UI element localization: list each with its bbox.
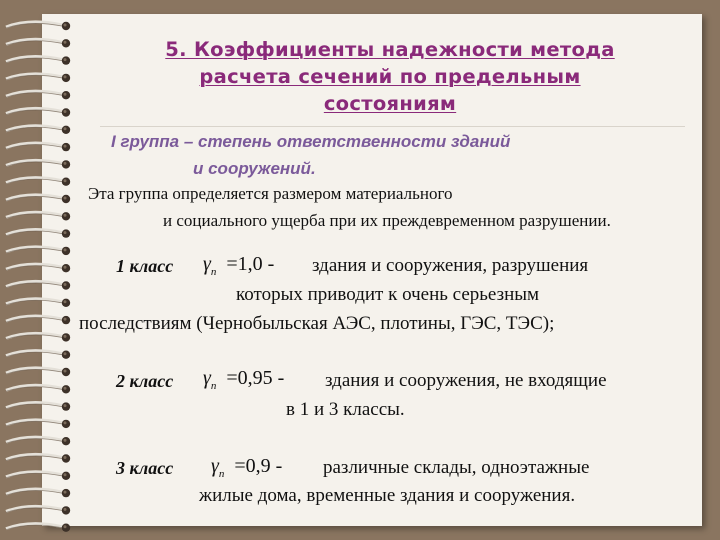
- gamma-symbol: γ: [203, 253, 211, 275]
- spiral-binding-icon: [0, 0, 80, 540]
- title-line-2: расчета сечений по предельным: [199, 65, 581, 88]
- slide-title: [100, 36, 680, 117]
- class-2-text-line-1: здания и сооружения, не входящие: [325, 370, 607, 391]
- group-heading: [111, 128, 510, 182]
- class-3-text-line-2: жилые дома, временные здания и сооружения.: [199, 485, 576, 506]
- group-heading-line-2: и сооружений.: [193, 159, 316, 178]
- group-heading-line-1: I группа – степень ответственности зданий: [111, 132, 511, 151]
- class-1-coefficient: =1,0 -: [226, 253, 275, 275]
- class-1-formula: [203, 253, 274, 278]
- class-3-text-line-1: различные склады, одноэтажные: [323, 457, 590, 478]
- class-2-formula: [203, 367, 284, 392]
- class-3-coefficient: =0,9 -: [234, 455, 283, 477]
- class-1-text-line-2: которых приводит к очень серьезным: [236, 284, 540, 305]
- group-description-line-1: Эта группа определяется размером материального: [88, 184, 453, 203]
- class-3-formula: [211, 455, 282, 480]
- class-2-coefficient: =0,95 -: [226, 367, 285, 389]
- gamma-symbol: γ: [211, 455, 219, 477]
- gamma-subscript: n: [210, 380, 217, 392]
- class-1-text-line-3: последствиям (Чернобыльская АЭС, плотины, ГЭС, ТЭС);: [79, 313, 555, 334]
- class-2-text-line-2: в 1 и 3 классы.: [286, 399, 405, 420]
- class-2-label: 2 класс: [116, 371, 174, 391]
- title-line-3: состояниям: [323, 92, 457, 115]
- group-description-line-2: и социального ущерба при их преждевременном разрушении.: [163, 211, 611, 230]
- title-line-1: 5. Коэффициенты надежности метода: [165, 38, 615, 61]
- gamma-subscript: n: [210, 266, 217, 278]
- title-divider: [100, 126, 685, 127]
- gamma-subscript: n: [218, 468, 225, 480]
- gamma-symbol: γ: [203, 367, 211, 389]
- class-3-label: 3 класс: [116, 458, 174, 478]
- class-1-text-line-1: здания и сооружения, разрушения: [312, 255, 589, 276]
- class-1-label: 1 класс: [116, 256, 174, 276]
